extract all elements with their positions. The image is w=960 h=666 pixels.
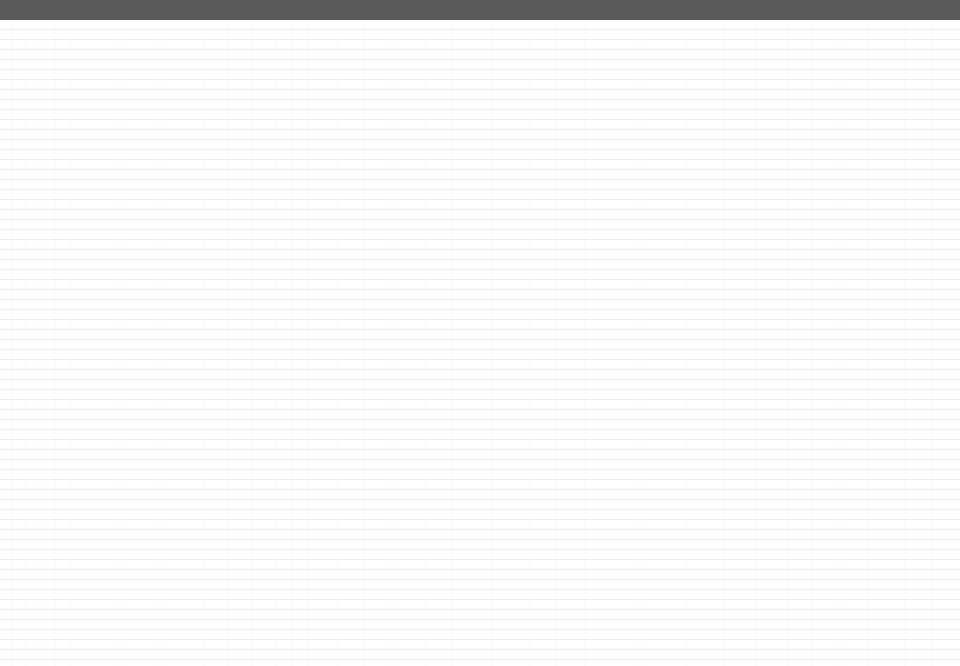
data-rows-area [0, 20, 960, 666]
column-header-band [0, 0, 960, 20]
